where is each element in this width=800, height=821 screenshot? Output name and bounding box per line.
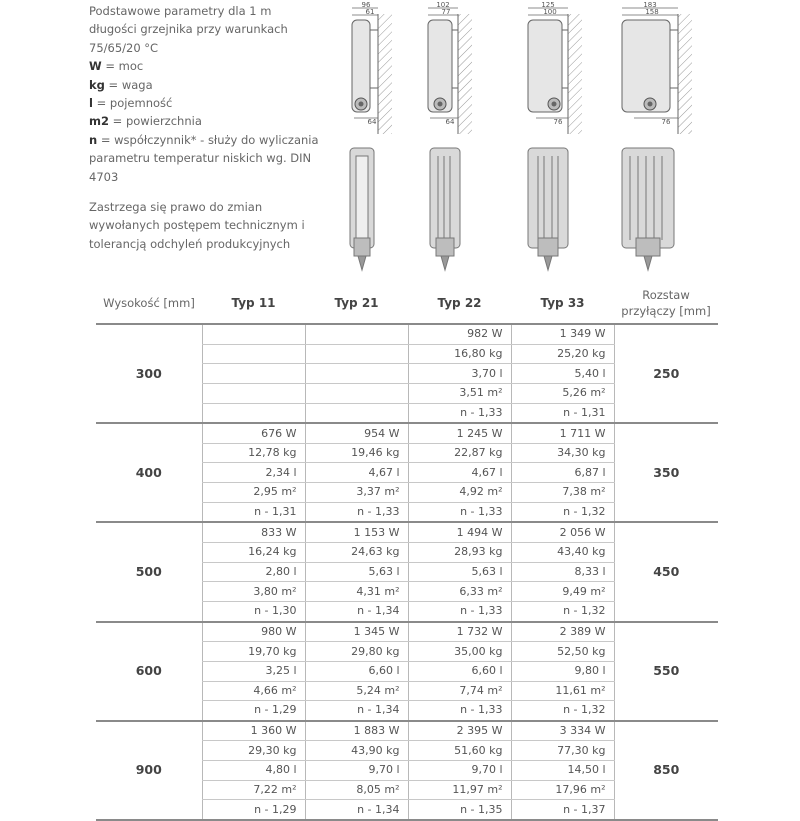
table-cell: 5,24 m² bbox=[305, 681, 408, 701]
dim-inner-1: 61 bbox=[365, 8, 375, 16]
table-cell: 29,80 kg bbox=[305, 642, 408, 662]
dim-bottom-2: 64 bbox=[445, 118, 455, 126]
table-cell: 4,67 l bbox=[408, 463, 511, 483]
height-value: 500 bbox=[96, 522, 202, 621]
table-cell: 9,49 m² bbox=[511, 582, 614, 602]
dim-bottom-4: 76 bbox=[661, 118, 671, 126]
table-cell: 5,63 l bbox=[305, 562, 408, 582]
legend-l-desc: = pojemność bbox=[96, 96, 173, 111]
table-cell: n - 1,31 bbox=[511, 403, 614, 423]
table-cell: 3,70 l bbox=[408, 364, 511, 384]
table-cell bbox=[305, 344, 408, 364]
dim-top-4: 183 bbox=[643, 1, 657, 9]
table-cell: 2,80 l bbox=[202, 562, 305, 582]
table-cell: 2 395 W bbox=[408, 721, 511, 741]
table-cell bbox=[305, 364, 408, 384]
legend-w-key: W bbox=[89, 59, 102, 74]
table-cell: 980 W bbox=[202, 622, 305, 642]
table-cell: 8,05 m² bbox=[305, 780, 408, 800]
table-header-row bbox=[96, 283, 718, 324]
table-cell: 5,26 m² bbox=[511, 383, 614, 403]
legend-w-desc: = moc bbox=[105, 59, 144, 74]
table-body bbox=[96, 324, 718, 820]
table-cell: n - 1,32 bbox=[511, 502, 614, 522]
table-row bbox=[96, 622, 718, 642]
diagram-typ21 bbox=[428, 1, 472, 134]
table-cell: 2 056 W bbox=[511, 522, 614, 542]
table-cell: 833 W bbox=[202, 522, 305, 542]
header-height: Wysokość [mm] bbox=[103, 296, 195, 310]
spacing-value: 850 bbox=[614, 721, 718, 820]
header-spacing: Rozstaw przyłączy [mm] bbox=[621, 288, 711, 318]
table-cell: 34,30 kg bbox=[511, 443, 614, 463]
table-row bbox=[96, 721, 718, 741]
table-cell: 2,34 l bbox=[202, 463, 305, 483]
table-cell: n - 1,37 bbox=[511, 800, 614, 820]
table-cell: 6,60 l bbox=[305, 661, 408, 681]
table-cell: 6,87 l bbox=[511, 463, 614, 483]
table-cell: 43,90 kg bbox=[305, 741, 408, 761]
dim-top-3: 125 bbox=[541, 1, 555, 9]
table-cell: 16,80 kg bbox=[408, 344, 511, 364]
table-cell: 4,66 m² bbox=[202, 681, 305, 701]
height-value: 300 bbox=[96, 324, 202, 423]
legend-kg-key: kg bbox=[89, 77, 105, 92]
table-cell: n - 1,34 bbox=[305, 701, 408, 721]
radiator-parameters-table bbox=[96, 283, 718, 821]
height-value: 900 bbox=[96, 721, 202, 820]
table-cell: 1 349 W bbox=[511, 324, 614, 344]
table-cell: 3,37 m² bbox=[305, 483, 408, 503]
header-typ11: Typ 11 bbox=[231, 296, 276, 310]
table-cell: 6,33 m² bbox=[408, 582, 511, 602]
table-cell: n - 1,34 bbox=[305, 601, 408, 621]
table-cell bbox=[202, 403, 305, 423]
legend-m2-key: m2 bbox=[89, 114, 109, 129]
diagram-typ11 bbox=[352, 1, 392, 134]
table-cell: 3,25 l bbox=[202, 661, 305, 681]
table-cell: 4,67 l bbox=[305, 463, 408, 483]
table-cell: n - 1,30 bbox=[202, 601, 305, 621]
table-cell: n - 1,29 bbox=[202, 800, 305, 820]
table-cell: 6,60 l bbox=[408, 661, 511, 681]
table-cell: 1 360 W bbox=[202, 721, 305, 741]
table-cell: n - 1,32 bbox=[511, 601, 614, 621]
table-cell: 982 W bbox=[408, 324, 511, 344]
table-cell: 676 W bbox=[202, 423, 305, 443]
table-cell: 9,80 l bbox=[511, 661, 614, 681]
table-cell: n - 1,33 bbox=[408, 701, 511, 721]
table-cell: 7,38 m² bbox=[511, 483, 614, 503]
table-cell: 4,80 l bbox=[202, 761, 305, 781]
table-cell: 7,22 m² bbox=[202, 780, 305, 800]
table-cell: 5,40 l bbox=[511, 364, 614, 384]
table-cell: 25,20 kg bbox=[511, 344, 614, 364]
table-cell: n - 1,35 bbox=[408, 800, 511, 820]
legend-n-desc: = współczynnik* - służy do wyliczania parametru temperatur niskich wg. DIN 4703 bbox=[89, 132, 319, 184]
table-cell: n - 1,34 bbox=[305, 800, 408, 820]
profile-typ11 bbox=[350, 148, 374, 270]
table-cell: 3,80 m² bbox=[202, 582, 305, 602]
profile-typ21 bbox=[430, 148, 460, 270]
table-cell bbox=[305, 324, 408, 344]
legend-note: Zastrzega się prawo do zmian wywołanych postępem technicznym i tolerancją odchyleń produkcyjnych bbox=[89, 200, 305, 251]
table-cell: 1 883 W bbox=[305, 721, 408, 741]
table-cell: 7,74 m² bbox=[408, 681, 511, 701]
table-cell: 29,30 kg bbox=[202, 741, 305, 761]
dim-inner-3: 100 bbox=[543, 8, 557, 16]
table-cell: 24,63 kg bbox=[305, 543, 408, 563]
table-cell: 77,30 kg bbox=[511, 741, 614, 761]
table-cell: 5,63 l bbox=[408, 562, 511, 582]
table-cell: 1 153 W bbox=[305, 522, 408, 542]
spacing-value: 450 bbox=[614, 522, 718, 621]
legend bbox=[89, 2, 319, 253]
table-cell: 1 345 W bbox=[305, 622, 408, 642]
table-cell: n - 1,33 bbox=[408, 502, 511, 522]
table-row bbox=[96, 522, 718, 542]
table-cell bbox=[202, 383, 305, 403]
table-cell: 9,70 l bbox=[305, 761, 408, 781]
table-cell: n - 1,33 bbox=[408, 403, 511, 423]
table-cell: n - 1,31 bbox=[202, 502, 305, 522]
legend-kg-desc: = waga bbox=[108, 77, 153, 92]
header-typ33: Typ 33 bbox=[540, 296, 585, 310]
legend-l-key: l bbox=[89, 96, 93, 111]
table-cell bbox=[202, 324, 305, 344]
table-cell: 1 711 W bbox=[511, 423, 614, 443]
table-cell: 954 W bbox=[305, 423, 408, 443]
table-cell: 1 732 W bbox=[408, 622, 511, 642]
dim-bottom-1: 64 bbox=[367, 118, 377, 126]
spacing-value: 550 bbox=[614, 622, 718, 721]
radiator-diagrams bbox=[330, 0, 800, 275]
dim-inner-2: 77 bbox=[441, 8, 451, 16]
table-cell bbox=[305, 383, 408, 403]
profile-typ33 bbox=[622, 148, 674, 270]
table-cell bbox=[202, 364, 305, 384]
table-cell: 4,92 m² bbox=[408, 483, 511, 503]
header-typ22: Typ 22 bbox=[437, 296, 482, 310]
table-cell: 51,60 kg bbox=[408, 741, 511, 761]
table-cell: 52,50 kg bbox=[511, 642, 614, 662]
table-cell: 12,78 kg bbox=[202, 443, 305, 463]
table-cell: 8,33 l bbox=[511, 562, 614, 582]
table-cell: 22,87 kg bbox=[408, 443, 511, 463]
legend-n-key: n bbox=[89, 132, 98, 147]
dim-bottom-3: 76 bbox=[553, 118, 563, 126]
table-cell: 2 389 W bbox=[511, 622, 614, 642]
table-cell: 1 245 W bbox=[408, 423, 511, 443]
height-value: 600 bbox=[96, 622, 202, 721]
table-cell bbox=[202, 344, 305, 364]
height-value: 400 bbox=[96, 423, 202, 522]
spacing-value: 250 bbox=[614, 324, 718, 423]
table-cell: 3 334 W bbox=[511, 721, 614, 741]
table-cell bbox=[305, 403, 408, 423]
dim-inner-4: 158 bbox=[645, 8, 659, 16]
table-cell: n - 1,33 bbox=[408, 601, 511, 621]
profile-typ22 bbox=[528, 148, 568, 270]
table-cell: 17,96 m² bbox=[511, 780, 614, 800]
dim-top-1: 96 bbox=[361, 1, 371, 9]
table-cell: 28,93 kg bbox=[408, 543, 511, 563]
header-typ21: Typ 21 bbox=[334, 296, 379, 310]
table-cell: 1 494 W bbox=[408, 522, 511, 542]
table-cell: 35,00 kg bbox=[408, 642, 511, 662]
table-cell: 9,70 l bbox=[408, 761, 511, 781]
table-row bbox=[96, 324, 718, 344]
table-cell: 43,40 kg bbox=[511, 543, 614, 563]
legend-m2-desc: = powierzchnia bbox=[112, 114, 202, 129]
diagram-typ22 bbox=[528, 1, 582, 134]
table-cell: 11,61 m² bbox=[511, 681, 614, 701]
table-cell: 16,24 kg bbox=[202, 543, 305, 563]
diagram-typ33 bbox=[622, 1, 692, 134]
table-cell: 19,46 kg bbox=[305, 443, 408, 463]
dim-top-2: 102 bbox=[436, 1, 450, 9]
spacing-value: 350 bbox=[614, 423, 718, 522]
table-cell: 2,95 m² bbox=[202, 483, 305, 503]
table-cell: 4,31 m² bbox=[305, 582, 408, 602]
table-cell: n - 1,33 bbox=[305, 502, 408, 522]
table-cell: 14,50 l bbox=[511, 761, 614, 781]
legend-intro: Podstawowe parametry dla 1 m długości grzejnika przy warunkach 75/65/20 °C bbox=[89, 4, 288, 55]
table-cell: 3,51 m² bbox=[408, 383, 511, 403]
table-cell: n - 1,32 bbox=[511, 701, 614, 721]
table-row bbox=[96, 423, 718, 443]
table-cell: 11,97 m² bbox=[408, 780, 511, 800]
table-cell: n - 1,29 bbox=[202, 701, 305, 721]
table-cell: 19,70 kg bbox=[202, 642, 305, 662]
